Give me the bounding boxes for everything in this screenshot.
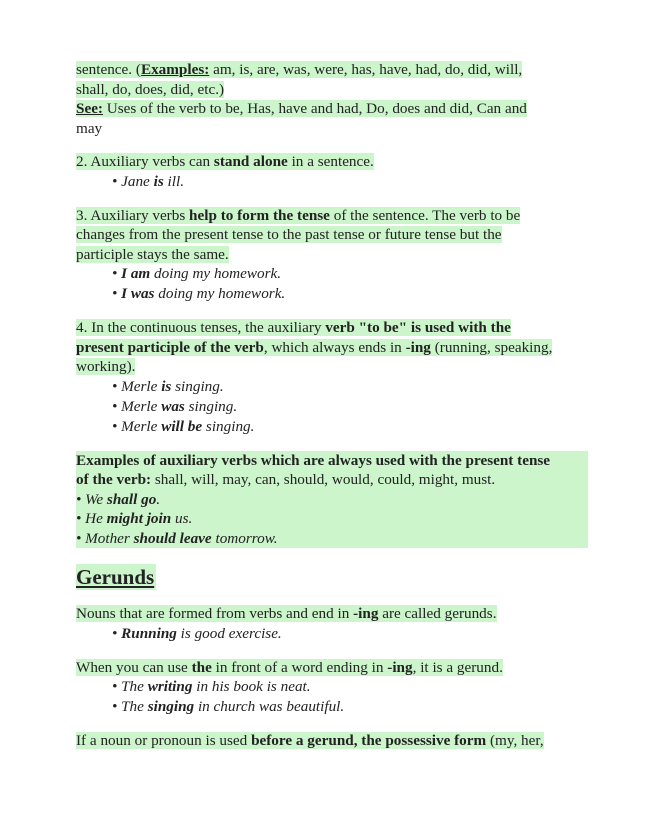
- intro-paragraph: [76, 60, 588, 138]
- text: 2. Auxiliary verbs can: [76, 153, 214, 170]
- example-item: • Mother should leave tomorrow.: [76, 529, 278, 547]
- bold-text: stand alone: [213, 153, 288, 170]
- example-item: • Merle was singing.: [112, 397, 238, 415]
- gerunds-paragraph-1: [76, 604, 588, 644]
- example-item: • The singing in church was beautiful.: [112, 698, 345, 715]
- text: in a sentence.: [287, 153, 374, 170]
- example-item: • Merle will be singing.: [112, 417, 255, 435]
- p3-line-3: participle stays the same.: [76, 245, 229, 263]
- document-page: [76, 60, 588, 751]
- p3-line-2: changes from the present tense to the past tense or future tense but the: [76, 226, 502, 243]
- paragraph-3: [76, 206, 588, 305]
- gerunds-paragraph-2: [76, 658, 588, 718]
- example-item: • We shall go.: [76, 490, 161, 508]
- g-p2-line: When you can use the in front of a word ending in -ing, it is a gerund.: [76, 658, 503, 676]
- intro-line-2: shall, do, does, did, etc.): [76, 80, 225, 98]
- paragraph-5: Examples of auxiliary verbs which are always used with the present tense of the verb: shall, will, may, can, should, would, could, might, must. • We shall go. • He might join us. • Mother should leave tomorrow.: [76, 451, 588, 549]
- p2-line: [76, 153, 374, 170]
- p3-line-1: 3. Auxiliary verbs help to form the tense of the sentence. The verb to be: [76, 206, 521, 224]
- paragraph-4: [76, 318, 588, 437]
- example-item: • I am doing my homework.: [112, 265, 282, 282]
- paragraph-2: [76, 152, 588, 192]
- g-p1-line: Nouns that are formed from verbs and end in -ing are called gerunds.: [76, 605, 497, 622]
- bold-text: Examples of auxiliary verbs which are always used with the present tense: [76, 451, 551, 469]
- example-item: • Running is good exercise.: [112, 624, 282, 642]
- gerunds-heading: Gerunds: [76, 565, 155, 589]
- see-line: [76, 100, 527, 117]
- g-p3-line: If a noun or pronoun is used before a gerund, the possessive form (my, her,: [76, 732, 544, 749]
- example-item: • Merle is singing.: [112, 377, 224, 395]
- text: Uses of the verb to be, Has, have and had, Do, does and did, Can and: [103, 100, 527, 117]
- see-link[interactable]: See:: [76, 100, 103, 117]
- p4-line-1: 4. In the continuous tenses, the auxiliary verb "to be" is used with the: [76, 319, 511, 336]
- text: sentence. (: [76, 61, 141, 78]
- gerunds-paragraph-3: [76, 731, 588, 751]
- text: am, is, are, was, were, has, have, had, do, did, will,: [209, 61, 523, 78]
- intro-line-1: [76, 61, 522, 78]
- example-item: • I was doing my homework.: [112, 285, 286, 302]
- p4-line-2: present participle of the verb, which always ends in -ing (running, speaking,: [76, 338, 553, 356]
- example-item: • The writing in his book is neat.: [112, 678, 311, 695]
- p4-line-3: working).: [76, 358, 136, 375]
- example-item: • Jane is ill.: [112, 172, 184, 190]
- examples-label: Examples:: [140, 61, 210, 78]
- example-item: • He might join us.: [76, 510, 193, 527]
- see-line-2: may: [76, 119, 103, 137]
